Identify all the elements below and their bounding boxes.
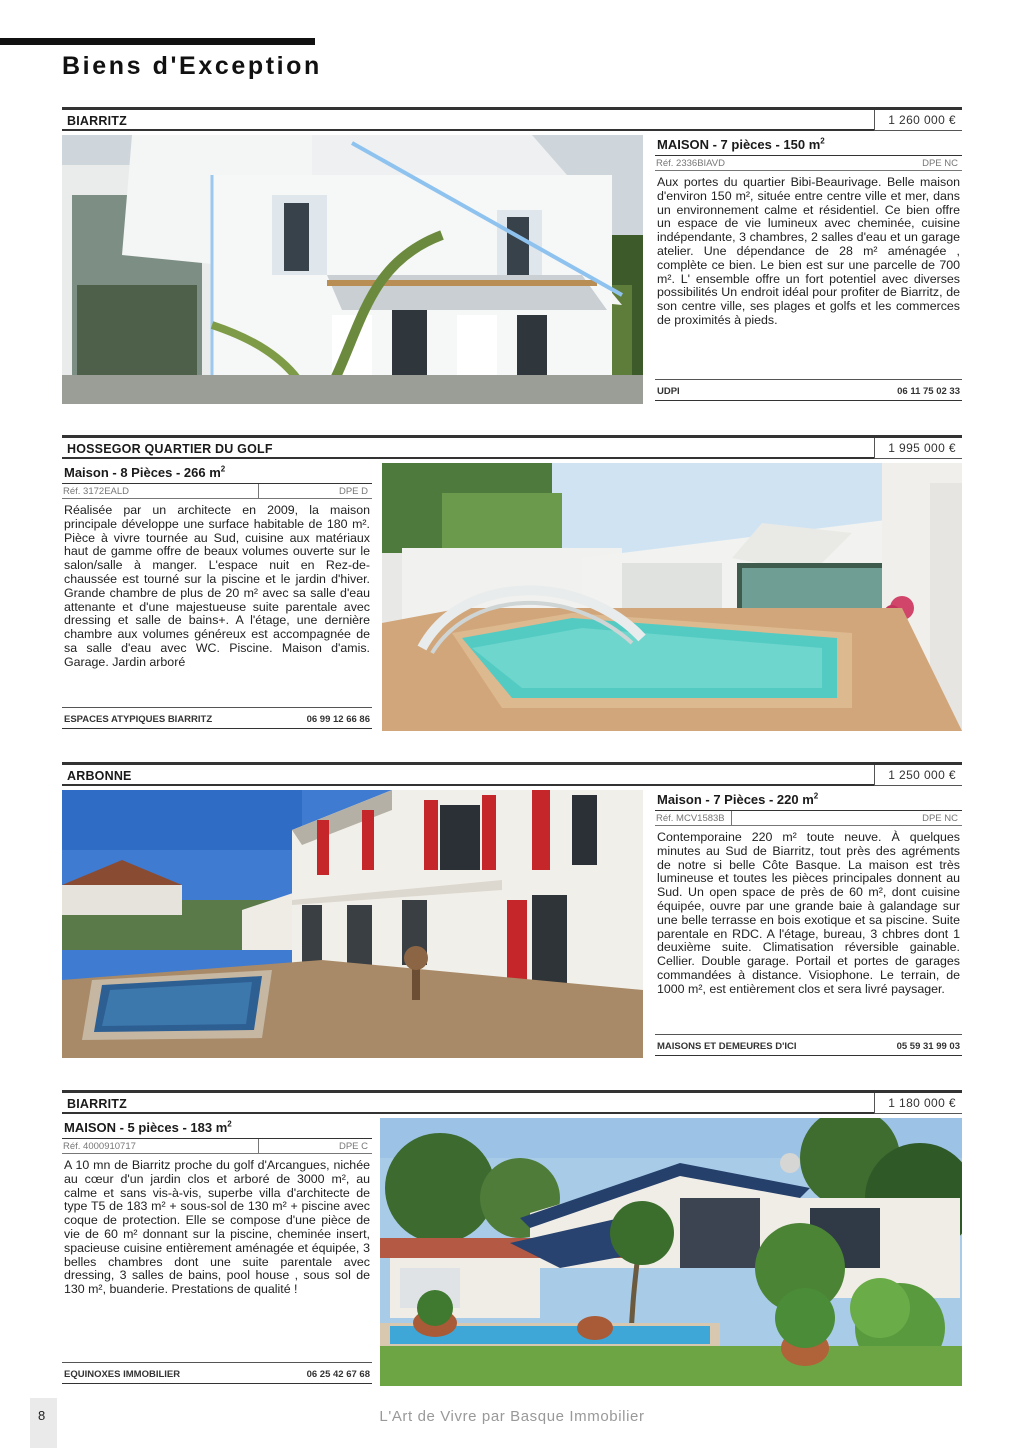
listing-price: 1 995 000 € [874,438,962,459]
footer-tagline: L'Art de Vivre par Basque Immobilier [379,1408,645,1425]
reference-separator [258,1139,259,1153]
listing-4 [62,1090,962,1390]
reference-separator [258,484,259,498]
page-heading: Biens d'Exception [62,52,322,80]
listing-reference: Réf. 3172EALD [63,486,130,497]
agency-name: ESPACES ATYPIQUES BIARRITZ [64,714,213,725]
listing-title: MAISON - 5 pièces - 183 $m^2$ [64,1119,232,1135]
listing-top-rule [62,107,962,110]
listing-description: A 10 mn de Biarritz proche du golf d'Arcangues, nichée au cœur d'un jardin clos et arboré de 3000 m², au calme et sans vis-à-vis, superbe villa d'architecte de type T5 de 183 m² + sous-sol de 130 m² + piscine avec coque de protection. Elle se compose d'une pièce de vie de 60 m² donnant sur la piscine, cheminée insert, spacieuse cuisine entièrement aménagée et équipée, 3 belles chambres dont une suite parentale avec dressing, 3 salles de bains, pool house , sous sol de 130 m², buanderie. Prestations de qualité ! [64,1158,370,1297]
reference-separator [731,811,732,825]
listing-1 [62,107,962,407]
agency-name: MAISONS ET DEMEURES D'ICI [657,1041,797,1052]
listing-top-rule [62,762,962,765]
location-underline [62,457,874,459]
listing-description: Réalisée par un architecte en 2009, la maison principale développe une surface habitable de 180 m². Pièce à vivre tournée au Sud, cuisine aux matériaux haut de gamme offre de beaux volumes ouverte sur le salon/salle à manger. L'espace nuit en Rez-de-chaussée est tourné sur la piscine et le jardin d'hiver. Grande chambre de plus de 20 m² avec sa salle d'eau attenante et d'une majestueuse suite parentale avec dressing et salle de bains+. A l'étage, une dernière chambre aux volumes généreux est accompagnée de sa salle d'eau avec WC. Piscine. Maison d'amis. Garage. Jardin arboré [64,503,370,669]
listing-dpe: DPE C [338,1141,368,1152]
page-number: 8 [38,1408,46,1423]
agency-name: UDPI [657,386,680,397]
listing-description: Contemporaine 220 m² toute neuve. À quelques minutes au Sud de Biarritz, tout près des agréments de notre si belle Côte Basque. La maison est très lumineuse et toutes les pièces principales donnent au Sud. Un open space de près de 60 m², dont cuisine équipée, ouvre par une grande baie à galandage sur une belle terrasse en bois exotique et sa piscine. Suite parentale en RDC. A l'étage, bureau, 3 chbres dont 1 deuxième suite. Climatisation réversible gainable. Cellier. Double garage. Portail et portes de garages commandées à distance. Visiophone. Le terrain, de 1000 m², est entièrement clos et sera livré paysager. [657,830,960,996]
reference-row [62,1138,372,1154]
listing-top-rule [62,1090,962,1093]
listing-photo [62,135,643,404]
agency-phone: 06 25 42 67 68 [306,1369,370,1380]
listing-location: ARBONNE [67,769,132,783]
listing-top-rule [62,435,962,438]
listing-details [655,790,962,1060]
listing-title: Maison - 8 Pièces - 266 $m^2$ [64,464,226,480]
agency-phone: 05 59 31 99 03 [896,1041,960,1052]
agency-row [655,379,962,401]
listing-dpe: DPE NC [922,813,958,824]
location-underline [62,784,874,786]
agency-row [655,1034,962,1056]
agency-phone: 06 99 12 66 86 [306,714,370,725]
agency-row [62,1362,372,1384]
listing-details [62,1118,372,1388]
listing-description: Aux portes du quartier Bibi-Beaurivage. Belle maison d'environ 150 m², située entre centre ville et mer, dans un environnement calme et résidentiel. Ce bien offre un espace de vie lumineux avec cheminée, cuisine indépendante, 3 chambres, 2 salles d'eau et un garage atelier. Une dépendance de 28 m² aménagée , complète ce bien. Le bien est sur une parcelle de 700 m². L' ensemble offre un fort potentiel avec diverses possibilités Un endroit idéal pour profiter de Biarritz, de son centre ville, ses plages et golfs et les commerces de proximités à pieds. [657,175,960,327]
reference-row [655,810,962,826]
listing-reference: Réf. 2336BIAVD [656,158,726,169]
listing-price: 1 180 000 € [874,1093,962,1114]
listing-details [62,463,372,733]
header-accent-bar [0,38,315,45]
listing-details [655,135,962,405]
reference-row [62,483,372,499]
location-underline [62,1112,874,1114]
agency-name: EQUINOXES IMMOBILIER [64,1369,181,1380]
listing-dpe: DPE NC [922,158,958,169]
listing-photo [62,790,643,1058]
listing-location: BIARRITZ [67,1097,127,1111]
listing-2 [62,435,962,735]
listing-location: HOSSEGOR QUARTIER DU GOLF [67,442,273,456]
location-underline [62,129,874,131]
listing-title: MAISON - 7 pièces - 150 $m^2$ [657,136,825,152]
listing-price: 1 250 000 € [874,765,962,786]
listing-location: BIARRITZ [67,114,127,128]
listing-dpe: DPE D [338,486,368,497]
listing-price: 1 260 000 € [874,110,962,131]
listing-reference: Réf. 4000910717 [63,1141,136,1152]
listing-photo [382,463,962,731]
listing-3 [62,762,962,1062]
listing-reference: Réf. MCV1583B [656,813,725,824]
agency-row [62,707,372,729]
listing-photo [380,1118,962,1386]
listing-title: Maison - 7 Pièces - 220 $m^2$ [657,791,819,807]
reference-row [655,155,962,171]
agency-phone: 06 11 75 02 33 [897,386,960,397]
